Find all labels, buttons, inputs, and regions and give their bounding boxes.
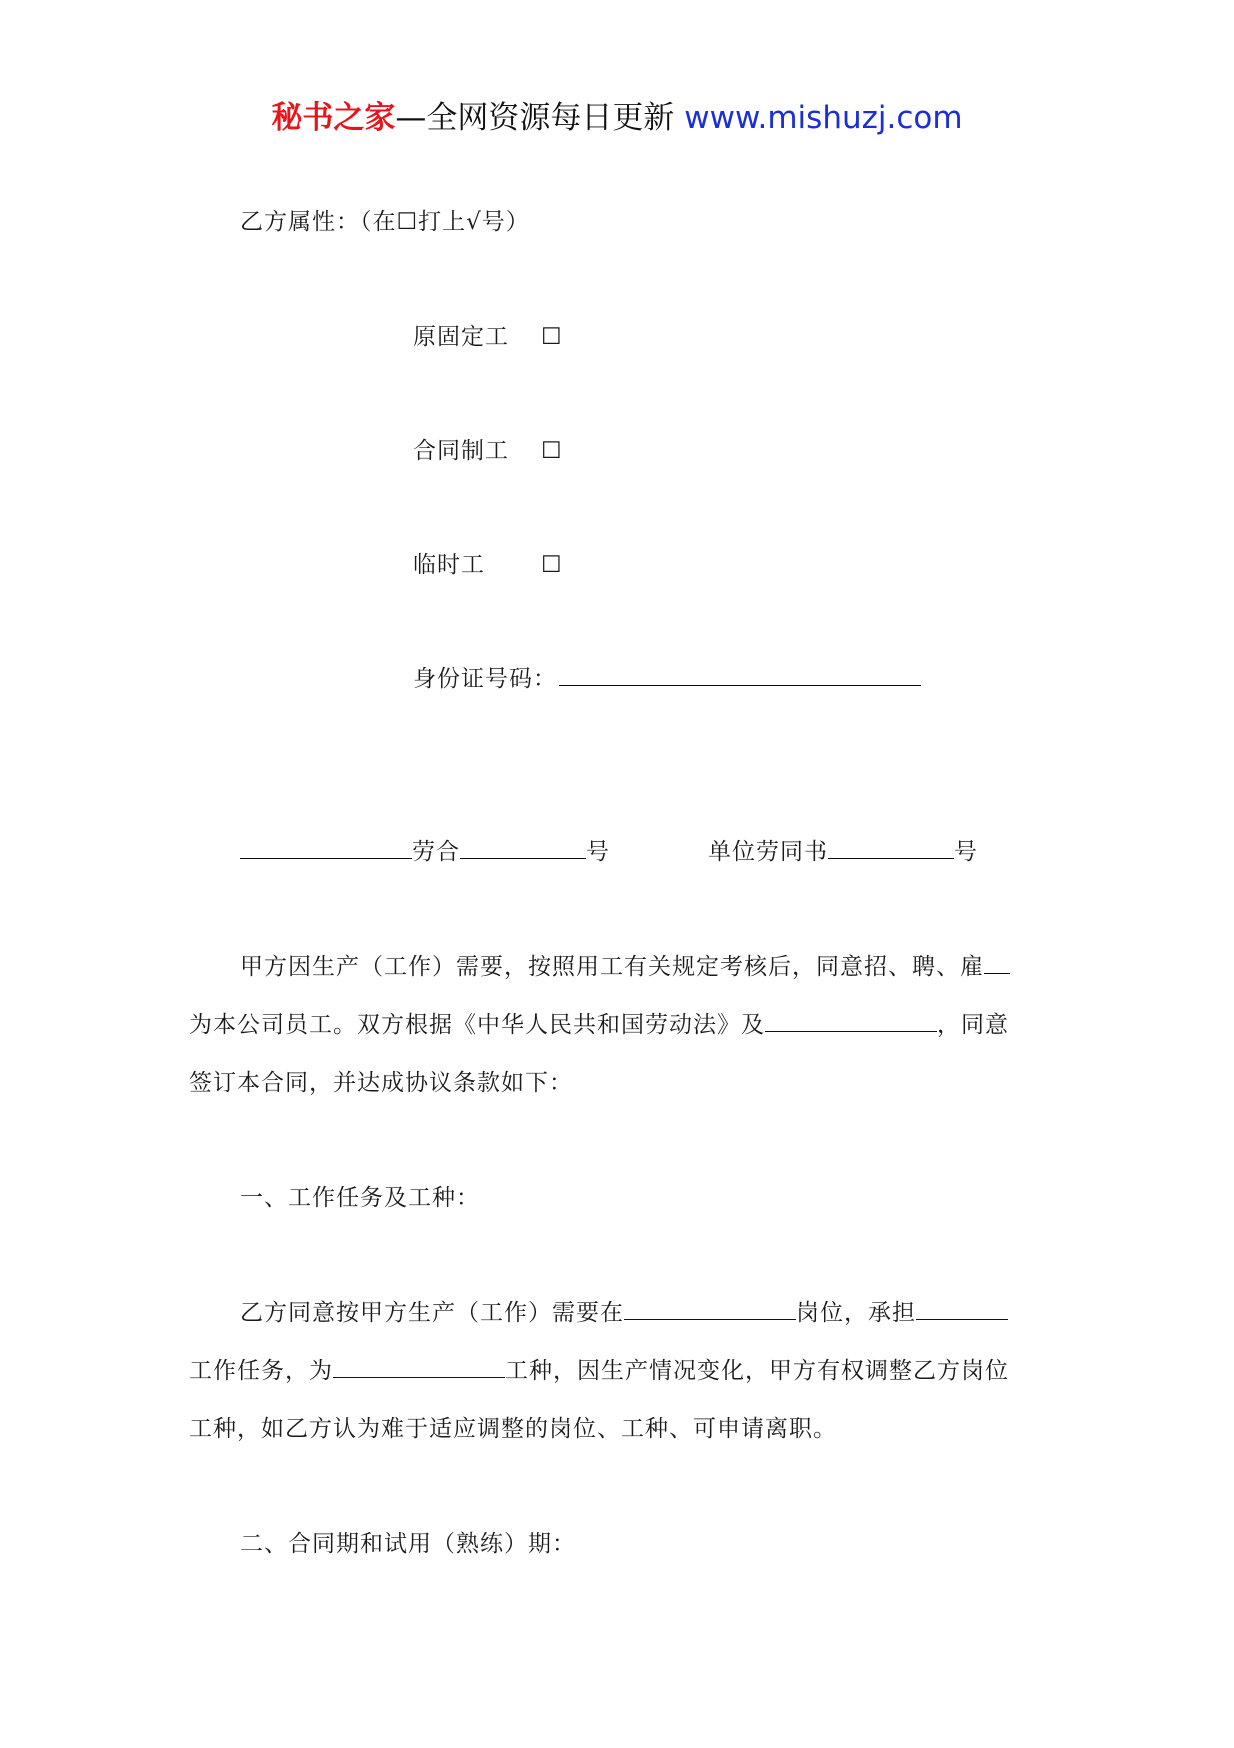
id-number-row [413,664,921,694]
s1-text-1a: 乙方同意按甲方生产（工作）需要在 [240,1300,624,1326]
option-temporary [413,550,485,580]
id-number-label: 身份证号码： [413,666,557,692]
checkbox-temporary[interactable]: ☐ [541,552,563,578]
ref-text-1: 劳合 [412,839,460,865]
party-b-attribute-label: 乙方属性：（在☐打上√号） [240,209,530,235]
intro-text-2a: 为本公司员工。双方根据《中华人民共和国劳动法》及 [189,1012,765,1038]
banner-slogan: —全网资源每日更新 [395,100,675,136]
section-1-line-1 [240,1298,1008,1328]
s1-text-2b: 工种，因生产情况变化，甲方有权调整乙方岗位 [505,1358,1009,1384]
ref-blank-1[interactable] [240,838,412,859]
ref-blank-2[interactable] [460,838,586,859]
option-label: 临时工 [413,552,485,578]
section-1-line-3: 工种，如乙方认为难于适应调整的岗位、工种、可申请离职。 [189,1416,837,1442]
ref-text-3: 单位劳同书 [708,839,828,865]
intro-blank-name[interactable] [984,953,1010,974]
intro-line-1 [240,952,1010,982]
option-permanent [413,322,509,352]
section-1-line-2 [189,1356,1009,1386]
intro-blank-law[interactable] [765,1011,937,1032]
id-number-blank[interactable] [559,665,921,686]
option-label: 原固定工 [413,324,509,350]
site-url[interactable]: www.mishuzj.com [684,100,963,136]
s1-blank-task[interactable] [916,1299,1008,1320]
brand-name: 秘书之家 [271,100,396,136]
s1-text-1b: 岗位，承担 [796,1300,916,1326]
s1-blank-type[interactable] [333,1357,505,1378]
intro-text-1: 甲方因生产（工作）需要，按照用工有关规定考核后，同意招、聘、雇 [240,954,984,980]
checkbox-permanent[interactable]: ☐ [541,324,563,350]
intro-text-2b: ，同意 [937,1012,1009,1038]
site-banner [0,98,1234,138]
ref-text-2: 号 [586,839,610,865]
ref-blank-3[interactable] [828,838,954,859]
option-label: 合同制工 [413,438,509,464]
s1-blank-post[interactable] [624,1299,796,1320]
section-1-title: 一、工作任务及工种： [240,1185,480,1211]
intro-line-2 [189,1010,1009,1040]
section-2-title: 二、合同期和试用（熟练）期： [240,1531,576,1557]
option-contract [413,436,509,466]
s1-text-2a: 工作任务，为 [189,1358,333,1384]
reference-line [240,837,978,867]
intro-line-3: 签订本合同，并达成协议条款如下： [189,1070,573,1096]
checkbox-contract[interactable]: ☐ [541,438,563,464]
ref-text-4: 号 [954,839,978,865]
